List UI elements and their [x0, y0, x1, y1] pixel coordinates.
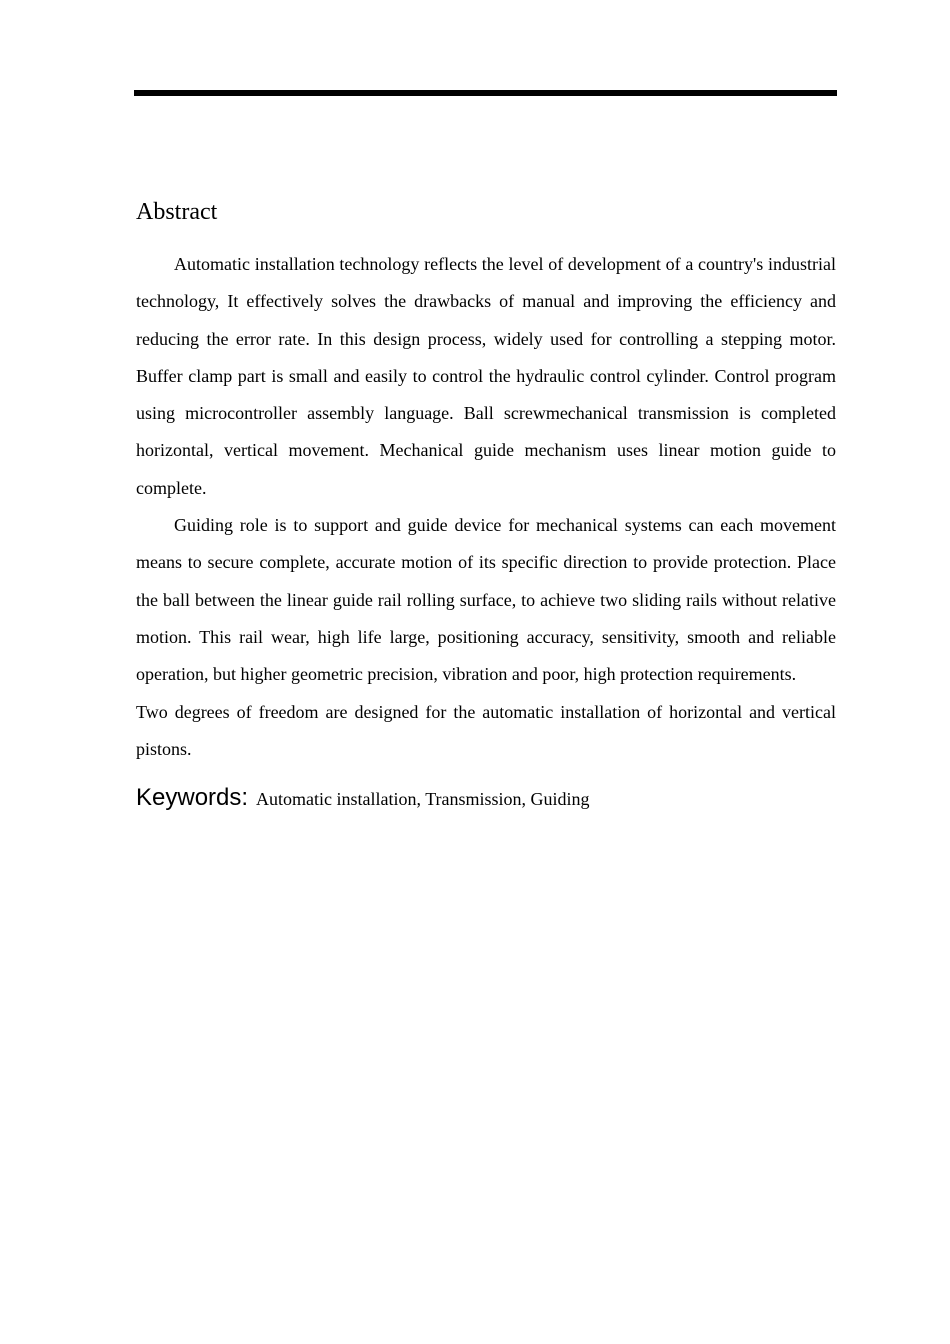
abstract-section: [136, 196, 836, 817]
abstract-paragraph-1: Automatic installation technology reflects the level of development of a country's industrial technology, It effectively solves the drawbacks of manual and improving the efficiency and reducing the error rate. In this design process, widely used for controlling a stepping motor. Buffer clamp part is small and easily to control the hydraulic control cylinder. Control program using microcontroller assembly language. Ball screwmechanical transmission is completed horizontal, vertical movement. Mechanical guide mechanism uses linear motion guide to complete.: [136, 254, 836, 498]
abstract-paragraph-3: Two degrees of freedom are designed for the automatic installation of horizontal and vertical pistons.: [136, 701, 836, 759]
header-rule: [134, 90, 837, 96]
abstract-heading: Abstract: [136, 199, 218, 225]
keywords-label: Keywords:: [136, 784, 249, 812]
keywords-text: Automatic installation, Transmission, Guiding: [256, 789, 590, 810]
keywords-line: [136, 782, 836, 817]
abstract-paragraph-2: Guiding role is to support and guide device for mechanical systems can each movement means to secure complete, accurate motion of its specific direction to provide protection. Place the ball between the linear guide rail rolling surface, to achieve two sliding rails without relative motion. This rail wear, high life large, positioning accuracy, sensitivity, smooth and reliable operation, but higher geometric precision, vibration and poor, high protection requirements.: [136, 515, 836, 685]
